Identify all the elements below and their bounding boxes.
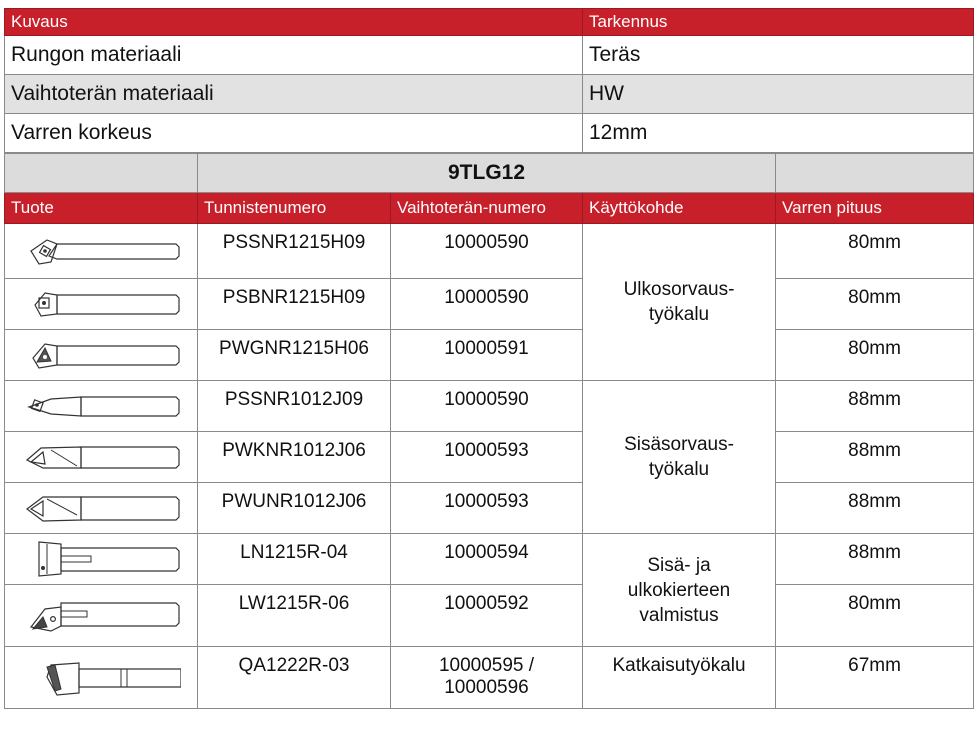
length-cell: 88mm — [776, 483, 974, 534]
table-row — [5, 381, 974, 432]
spec-value: Teräs — [583, 36, 974, 75]
id-cell: PSSNR1012J09 — [198, 381, 391, 432]
length-cell: 88mm — [776, 534, 974, 585]
table-row — [5, 224, 974, 279]
spec-header-tarkennus: Tarkennus — [583, 9, 974, 36]
application-cell-parting: Katkaisutyökalu — [583, 647, 776, 709]
spec-value: 12mm — [583, 114, 974, 153]
length-cell: 80mm — [776, 330, 974, 381]
parting-tool-icon — [21, 659, 181, 697]
spec-label: Rungon materiaali — [5, 36, 583, 75]
application-cell-outer: Ulkosorvaus- työkalu — [583, 224, 776, 381]
product-image — [5, 279, 198, 330]
trigon-insert-tool-icon — [21, 336, 181, 374]
application-cell-inner: Sisäsorvaus- työkalu — [583, 381, 776, 534]
table-row — [5, 483, 974, 534]
group-title: 9TLG12 — [198, 154, 776, 193]
product-image — [5, 224, 198, 279]
boring-bar-square-icon — [21, 387, 181, 425]
insert-cell: 10000592 — [391, 585, 583, 647]
insert-cell: 10000590 — [391, 381, 583, 432]
product-image — [5, 432, 198, 483]
table-row — [5, 534, 974, 585]
id-cell: PSBNR1215H09 — [198, 279, 391, 330]
threading-tool-icon — [21, 597, 181, 635]
spec-table — [4, 8, 974, 153]
table-row — [5, 432, 974, 483]
boring-bar-trigon-icon — [21, 489, 181, 527]
spec-row — [5, 114, 974, 153]
product-header-row — [5, 193, 974, 224]
header-kayttokohde: Käyttökohde — [583, 193, 776, 224]
header-tuote: Tuote — [5, 193, 198, 224]
spec-row — [5, 36, 974, 75]
product-image — [5, 330, 198, 381]
spec-and-product-sheet — [4, 8, 973, 709]
spec-label: Vaihtoterän materiaali — [5, 75, 583, 114]
id-cell: QA1222R-03 — [198, 647, 391, 709]
spec-header-kuvaus: Kuvaus — [5, 9, 583, 36]
insert-cell: 10000590 — [391, 279, 583, 330]
spec-row — [5, 75, 974, 114]
header-varren-pituus: Varren pituus — [776, 193, 974, 224]
id-cell: PWGNR1215H06 — [198, 330, 391, 381]
length-cell: 88mm — [776, 381, 974, 432]
insert-cell: 10000593 — [391, 432, 583, 483]
table-row — [5, 330, 974, 381]
header-vaihtoteran-numero: Vaihtoterän-numero — [391, 193, 583, 224]
square-insert-bent-tool-icon — [21, 285, 181, 323]
spec-header-row — [5, 9, 974, 36]
group-row — [5, 154, 974, 193]
table-row — [5, 279, 974, 330]
product-table — [4, 153, 974, 709]
id-cell: LN1215R-04 — [198, 534, 391, 585]
product-image — [5, 647, 198, 709]
square-insert-turning-tool-icon — [21, 232, 181, 270]
insert-cell: 10000594 — [391, 534, 583, 585]
product-image — [5, 585, 198, 647]
insert-cell: 10000595 / 10000596 — [391, 647, 583, 709]
id-cell: PWUNR1012J06 — [198, 483, 391, 534]
product-image — [5, 483, 198, 534]
insert-cell: 10000593 — [391, 483, 583, 534]
length-cell: 80mm — [776, 279, 974, 330]
boring-bar-trigon-icon — [21, 438, 181, 476]
spec-value: HW — [583, 75, 974, 114]
application-cell-threading: Sisä- ja ulkokierteen valmistus — [583, 534, 776, 647]
insert-cell: 10000590 — [391, 224, 583, 279]
length-cell: 80mm — [776, 585, 974, 647]
id-cell: PWKNR1012J06 — [198, 432, 391, 483]
id-cell: LW1215R-06 — [198, 585, 391, 647]
length-cell: 67mm — [776, 647, 974, 709]
length-cell: 80mm — [776, 224, 974, 279]
insert-cell: 10000591 — [391, 330, 583, 381]
threading-tool-icon — [21, 540, 181, 578]
spec-label: Varren korkeus — [5, 114, 583, 153]
id-cell: PSSNR1215H09 — [198, 224, 391, 279]
table-row — [5, 647, 974, 709]
product-image — [5, 381, 198, 432]
length-cell: 88mm — [776, 432, 974, 483]
table-row — [5, 585, 974, 647]
header-tunnistenumero: Tunnistenumero — [198, 193, 391, 224]
product-image — [5, 534, 198, 585]
